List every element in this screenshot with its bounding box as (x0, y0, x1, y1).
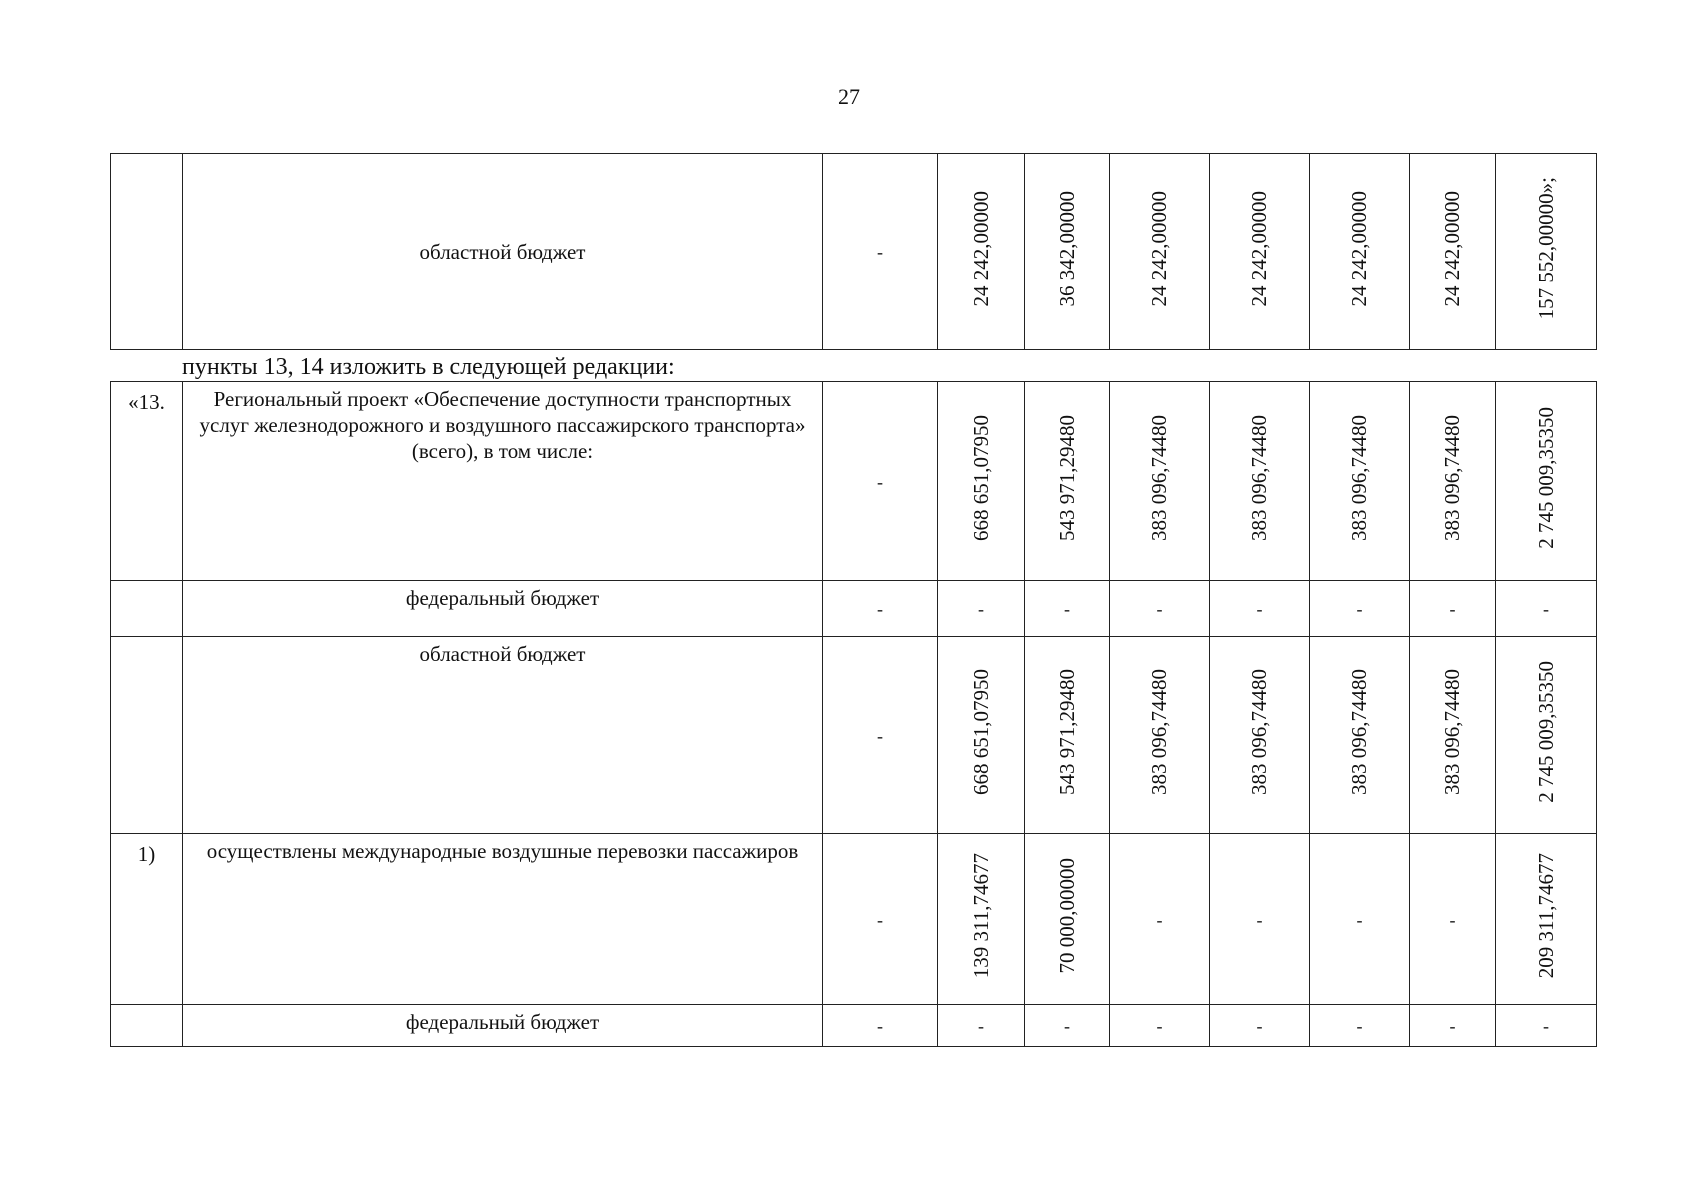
value-cell (1025, 581, 1110, 637)
code-value: - (877, 242, 883, 262)
row-code-cell (823, 382, 938, 581)
value-text: - (1256, 909, 1263, 930)
value-cell (1025, 637, 1110, 834)
value-cell (1110, 382, 1210, 581)
value-cell (1310, 382, 1410, 581)
value-cell (1310, 637, 1410, 834)
value-cell (1025, 1005, 1110, 1047)
value-text: - (1356, 1016, 1363, 1036)
value-text: 2 745 009,35350 (1533, 661, 1558, 803)
value-cell (1496, 1005, 1597, 1047)
value-cell (1110, 834, 1210, 1005)
value-text: - (978, 599, 984, 619)
value-cell (1410, 581, 1496, 637)
value-text: 383 096,74480 (1440, 415, 1464, 541)
value-cell (1496, 637, 1597, 834)
table-row (111, 834, 1597, 1005)
value-text: - (1449, 909, 1456, 930)
row-number-cell (111, 637, 183, 834)
value-text: 2 745 009,35350 (1533, 407, 1558, 549)
value-cell (938, 154, 1025, 350)
value-cell (1310, 834, 1410, 1005)
code-value: - (877, 725, 883, 746)
row-code-cell (823, 1005, 938, 1047)
value-cell (1025, 154, 1110, 350)
value-text: 383 096,74480 (1347, 415, 1371, 541)
value-text: 383 096,74480 (1147, 669, 1171, 795)
value-cell (938, 382, 1025, 581)
value-text: - (1064, 1016, 1070, 1036)
value-cell (1025, 834, 1110, 1005)
value-text: - (1356, 599, 1363, 619)
value-text: - (1256, 599, 1263, 619)
value-cell (938, 834, 1025, 1005)
amendment-instruction: пункты 13, 14 изложить в следующей редакции: (182, 354, 675, 380)
value-text: - (1256, 1016, 1263, 1036)
value-cell (1496, 581, 1597, 637)
value-cell (938, 581, 1025, 637)
value-text: 543 971,29480 (1054, 415, 1079, 541)
row-number-cell (111, 1005, 183, 1047)
value-text: - (1156, 909, 1163, 930)
value-cell (1410, 382, 1496, 581)
value-cell (1496, 154, 1597, 350)
row-name-cell: областной бюджет (183, 154, 823, 350)
value-cell (1210, 382, 1310, 581)
value-cell (1410, 637, 1496, 834)
value-text: 24 242,00000 (1440, 190, 1464, 307)
table-row (111, 581, 1597, 637)
value-text: - (978, 1016, 984, 1036)
value-text: 383 096,74480 (1247, 669, 1271, 795)
row-number-cell: 1) (111, 834, 183, 1005)
row-name-cell: федеральный бюджет (183, 1005, 823, 1047)
value-text: 36 342,00000 (1054, 190, 1079, 307)
value-text: - (1449, 1016, 1456, 1036)
value-cell (1310, 581, 1410, 637)
value-cell (1210, 834, 1310, 1005)
value-cell (1210, 581, 1310, 637)
value-text: 383 096,74480 (1440, 669, 1464, 795)
row-number-cell (111, 154, 183, 350)
value-text: 383 096,74480 (1247, 415, 1271, 541)
value-text: 139 311,74677 (968, 853, 993, 979)
code-value: - (877, 909, 883, 930)
value-text: - (1543, 599, 1549, 619)
value-cell (1210, 637, 1310, 834)
value-cell (938, 637, 1025, 834)
value-text: 24 242,00000 (1347, 190, 1371, 307)
table-row (111, 1005, 1597, 1047)
value-text: - (1543, 1016, 1549, 1036)
value-text: 24 242,00000 (968, 190, 993, 307)
value-cell (1410, 1005, 1496, 1047)
row-code-cell (823, 581, 938, 637)
value-text: 383 096,74480 (1147, 415, 1171, 541)
row-name-cell: Региональный проект «Обеспечение доступности транспортных услуг железнодорожного и воздушного пассажирского транспорта» (всего), в том числе: (183, 382, 823, 581)
value-cell (1496, 834, 1597, 1005)
row-code-cell (823, 154, 938, 350)
code-value: - (877, 599, 883, 619)
value-text: - (1356, 909, 1363, 930)
value-text: 209 311,74677 (1533, 853, 1558, 979)
value-text: 24 242,00000 (1247, 190, 1271, 307)
table-row (111, 154, 1597, 350)
value-text: 668 651,07950 (968, 415, 993, 541)
value-cell (1410, 834, 1496, 1005)
value-text: 543 971,29480 (1054, 669, 1079, 795)
row-name-cell: осуществлены международные воздушные перевозки пассажиров (183, 834, 823, 1005)
value-text: - (1156, 1016, 1163, 1036)
row-code-cell (823, 834, 938, 1005)
code-value: - (877, 471, 883, 492)
value-text: - (1449, 599, 1456, 619)
row-name-cell: федеральный бюджет (183, 581, 823, 637)
value-cell (1110, 1005, 1210, 1047)
value-text: 24 242,00000 (1147, 190, 1171, 307)
value-text: 668 651,07950 (968, 669, 993, 795)
value-cell (1410, 154, 1496, 350)
value-text: 157 552,00000»; (1533, 177, 1558, 320)
code-value: - (877, 1016, 883, 1036)
value-cell (1210, 1005, 1310, 1047)
top-budget-table (110, 153, 1597, 350)
table-row (111, 637, 1597, 834)
row-name-cell: областной бюджет (183, 637, 823, 834)
value-text: 70 000,00000 (1054, 858, 1079, 974)
value-cell (1110, 154, 1210, 350)
value-text: - (1156, 599, 1163, 619)
table-row (111, 382, 1597, 581)
value-cell (1310, 1005, 1410, 1047)
value-cell (1496, 382, 1597, 581)
row-number-cell (111, 581, 183, 637)
page-number: 27 (838, 84, 860, 109)
value-cell (1110, 581, 1210, 637)
value-cell (1025, 382, 1110, 581)
value-cell (1310, 154, 1410, 350)
value-cell (1110, 637, 1210, 834)
main-budget-table (110, 381, 1597, 1047)
value-text: - (1064, 599, 1070, 619)
value-cell (938, 1005, 1025, 1047)
row-number-cell: «13. (111, 382, 183, 581)
row-code-cell (823, 637, 938, 834)
value-text: 383 096,74480 (1347, 669, 1371, 795)
value-cell (1210, 154, 1310, 350)
